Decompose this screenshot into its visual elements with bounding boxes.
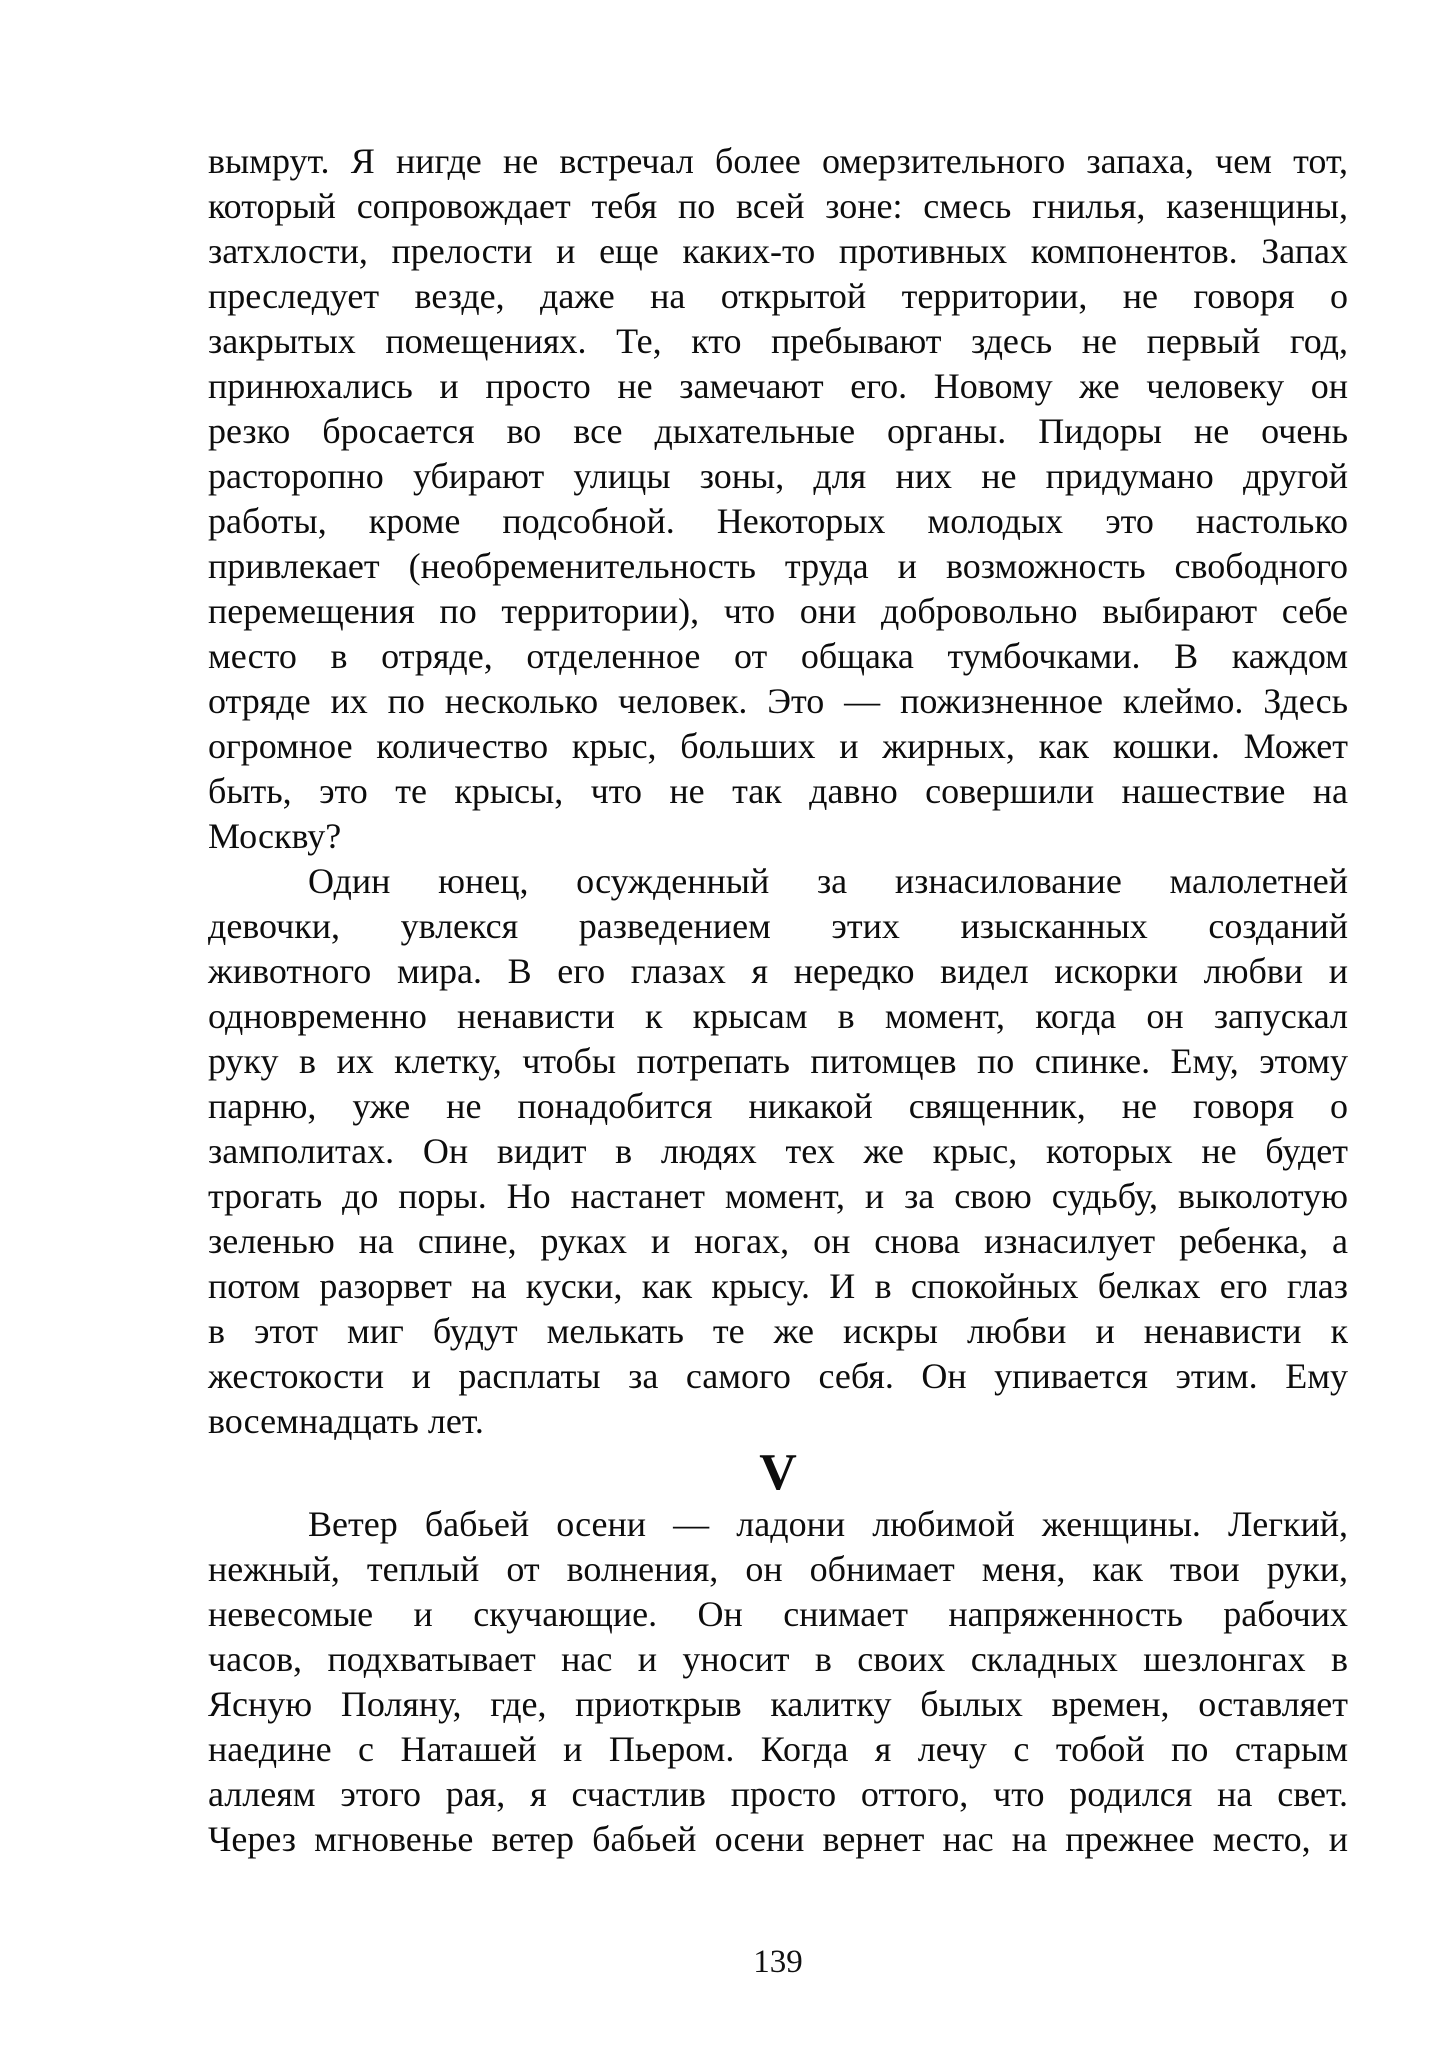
text-line: руку в их клетку, чтобы потрепать питомцев по спинке. Ему, этому <box>208 1041 1348 1081</box>
text-line: аллеям этого рая, я счастлив просто оттого, что родился на свет. <box>208 1774 1348 1814</box>
text-line: жестокости и расплаты за самого себя. Он упивается этим. Ему <box>208 1356 1348 1396</box>
text-line: принюхались и просто не замечают его. Новому же человеку он <box>208 366 1348 406</box>
text-line: невесомые и скучающие. Он снимает напряженность рабочих <box>208 1594 1348 1634</box>
text-line: место в отряде, отделенное от общака тумбочками. В каждом <box>208 636 1348 676</box>
text-line: Через мгновенье ветер бабьей осени вернет нас на прежнее место, и <box>208 1819 1348 1859</box>
text-line: преследует везде, даже на открытой территории, не говоря о <box>208 276 1348 316</box>
text-line: Ветер бабьей осени — ладони любимой женщины. Легкий, <box>308 1504 1348 1544</box>
text-line: Ясную Поляну, где, приоткрыв калитку былых времен, оставляет <box>208 1684 1348 1724</box>
text-line: закрытых помещениях. Те, кто пребывают здесь не первый год, <box>208 321 1348 361</box>
text-line: нежный, теплый от волнения, он обнимает меня, как твои руки, <box>208 1549 1348 1589</box>
page-number: 139 <box>753 1944 803 1980</box>
paragraph <box>208 859 1348 1444</box>
text-line: вымрут. Я нигде не встречал более омерзительного запаха, чем тот, <box>208 141 1348 181</box>
text-line: привлекает (необременительность труда и возможность свободного <box>208 546 1348 586</box>
text-line: наедине с Наташей и Пьером. Когда я лечу с тобой по старым <box>208 1729 1348 1769</box>
text-line: Один юнец, осужденный за изнасилование малолетней <box>308 861 1348 901</box>
text-line: в этот миг будут мелькать те же искры любви и ненависти к <box>208 1311 1348 1351</box>
text-line: Москву? <box>208 816 342 856</box>
text-line: резко бросается во все дыхательные органы. Пидоры не очень <box>208 411 1348 451</box>
section-heading: V <box>759 1444 797 1501</box>
text-line: затхлости, прелости и еще каких-то противных компонентов. Запах <box>208 231 1348 271</box>
text-line: который сопровождает тебя по всей зоне: смесь гнилья, казенщины, <box>208 186 1348 226</box>
text-line: девочки, увлекся разведением этих изысканных созданий <box>208 906 1348 946</box>
text-line: работы, кроме подсобной. Некоторых молодых это настолько <box>208 501 1348 541</box>
text-line: одновременно ненависти к крысам в момент, когда он запускал <box>208 996 1348 1036</box>
text-line: зеленью на спине, руках и ногах, он снова изнасилует ребенка, а <box>208 1221 1348 1261</box>
text-line: быть, это те крысы, что не так давно совершили нашествие на <box>208 771 1348 811</box>
text-line: трогать до поры. Но настанет момент, и за свою судьбу, выколотую <box>208 1176 1348 1216</box>
text-column <box>208 139 1348 1862</box>
text-line: огромное количество крыс, больших и жирных, как кошки. Может <box>208 726 1348 766</box>
paragraph <box>208 1502 1348 1862</box>
text-line: животного мира. В его глазах я нередко видел искорки любви и <box>208 951 1348 991</box>
text-line: парню, уже не понадобится никакой священник, не говоря о <box>208 1086 1348 1126</box>
text-line: замполитах. Он видит в людях тех же крыс, которых не будет <box>208 1131 1348 1171</box>
text-line: восемнадцать лет. <box>208 1401 484 1441</box>
text-line: отряде их по несколько человек. Это — пожизненное клеймо. Здесь <box>208 681 1348 721</box>
text-line: перемещения по территории), что они добровольно выбирают себе <box>208 591 1348 631</box>
text-line: часов, подхватывает нас и уносит в своих складных шезлонгах в <box>208 1639 1348 1679</box>
text-line: потом разорвет на куски, как крысу. И в спокойных белках его глаз <box>208 1266 1348 1306</box>
text-line: расторопно убирают улицы зоны, для них не придумано другой <box>208 456 1348 496</box>
paragraph <box>208 139 1348 859</box>
